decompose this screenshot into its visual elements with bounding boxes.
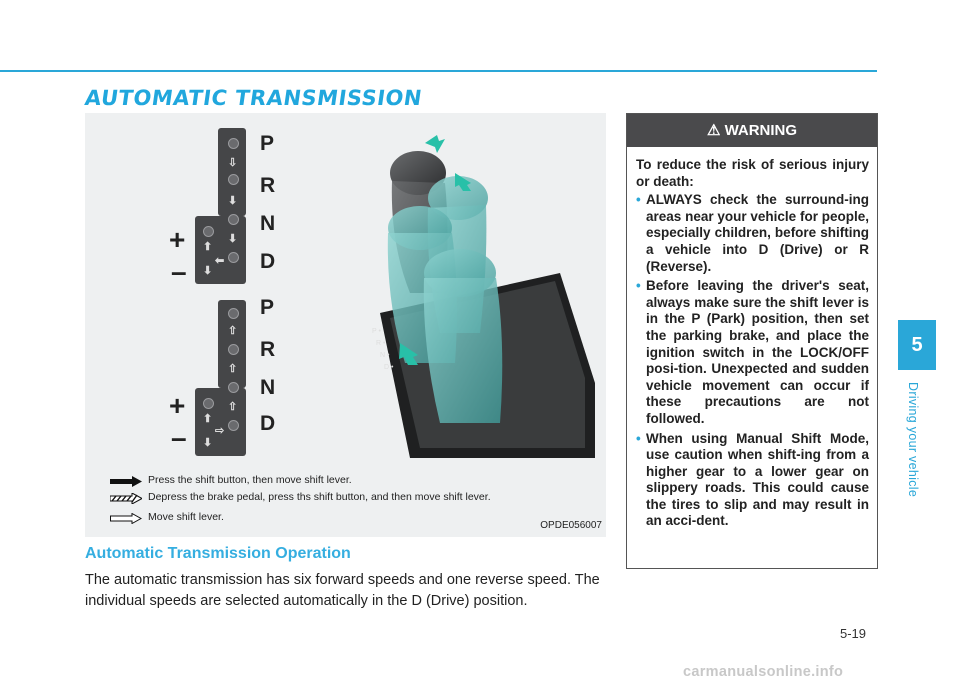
warning-header-label: WARNING	[724, 122, 798, 139]
warning-item: • When using Manual Shift Mode, use caution when shift-ing from a higher gear to a lower gear on slippery roads. This could cause the tires to slip and may result in an acci-dent.	[636, 430, 869, 529]
warning-triangle-icon: ⚠	[706, 122, 721, 139]
arrow-down-icon: ⬇	[228, 195, 238, 207]
gate-dot	[203, 398, 214, 409]
arrow-down-icon: ⬇	[228, 233, 238, 245]
shift-pattern-figure	[85, 113, 606, 537]
gear-label-p: P	[260, 132, 275, 155]
gate-dot	[228, 252, 239, 263]
arrow-right-icon: ⇨	[215, 425, 225, 437]
gate-dot	[228, 214, 239, 225]
warning-body	[627, 147, 877, 530]
gear-label-r: R	[260, 338, 276, 361]
warning-header	[627, 114, 877, 147]
arrow-left-icon: ⬅	[215, 255, 225, 267]
page-title: AUTOMATIC TRANSMISSION	[83, 86, 424, 110]
body-paragraph: The automatic transmission has six forward speeds and one reverse speed. The individual speeds are selected automatically in the D (Drive) position.	[85, 572, 600, 609]
gear-label-r: R	[260, 174, 276, 197]
gate-dot	[228, 308, 239, 319]
gear-label-n: N	[260, 212, 276, 235]
gear-label-n: N	[260, 376, 276, 399]
manual-minus-label: –	[171, 256, 187, 287]
svg-text:D •: D •	[384, 364, 394, 371]
gear-label-p: P	[260, 296, 275, 319]
legend-text: Move shift lever.	[148, 511, 224, 523]
gate-dot	[228, 174, 239, 185]
gate-dot	[228, 344, 239, 355]
arrow-up-icon: ⇧	[228, 363, 238, 375]
arrow-up-icon: ⬆	[203, 413, 213, 425]
bullet-icon: •	[636, 430, 641, 446]
arrow-up-icon: ⇧	[228, 401, 238, 413]
arrow-down-icon: ⬇	[203, 265, 213, 277]
manual-plus-label: +	[169, 224, 186, 255]
svg-text:N •: N •	[380, 352, 390, 359]
gate-dot	[228, 420, 239, 431]
gate-dot	[203, 226, 214, 237]
warning-box	[626, 113, 878, 569]
arrow-up-icon: ⬆	[203, 241, 213, 253]
warning-list	[636, 192, 869, 530]
hatched-arrow-icon	[110, 493, 142, 504]
bullet-icon: •	[636, 192, 641, 208]
warning-intro: To reduce the risk of serious injury or death:	[636, 157, 869, 189]
watermark[interactable]: carmanualsonline.info	[683, 664, 844, 680]
bullet-icon: •	[636, 278, 641, 294]
arrow-down-icon: ⇩	[228, 157, 238, 169]
chapter-title: Driving your vehicle	[906, 382, 920, 498]
warning-item: • Before leaving the driver's seat, always make sure the shift lever is in the P (Park) position, then set the parking brake, and place the ignition switch in the LOCK/OFF posi-tion. Unexpected and sudden vehicle movement can occur if these precautions are not followed.	[636, 278, 869, 426]
shift-pattern-diagram	[155, 118, 276, 458]
manual-plus-label: +	[169, 390, 186, 421]
section-heading: Automatic Transmission Operation	[85, 545, 351, 562]
svg-text:R •: R •	[376, 340, 386, 347]
figure-code: OPDE056007	[540, 520, 602, 531]
manual-minus-label: –	[171, 422, 187, 453]
arrow-down-icon: ⬇	[203, 437, 213, 449]
shift-lever-illustration	[350, 133, 595, 463]
warning-item: • ALWAYS check the surround-ing areas near your vehicle for people, especially children, before shifting a vehicle into D (Drive) or R (Reverse).	[636, 192, 869, 274]
page-number: 5-19	[840, 626, 867, 641]
chapter-tab: 5	[898, 320, 936, 370]
gear-label-d: D	[260, 250, 276, 273]
gate-dot	[228, 382, 239, 393]
svg-text:P •: P •	[372, 328, 381, 335]
gear-label-d: D	[260, 412, 276, 435]
legend-text: Press the shift button, then move shift lever.	[148, 474, 352, 486]
gate-dot	[228, 138, 239, 149]
legend-text: Depress the brake pedal, press ths shift button, and then move shift lever.	[148, 491, 491, 503]
solid-arrow-icon	[110, 476, 142, 487]
outline-arrow-icon	[110, 513, 142, 524]
header-rule	[0, 70, 877, 72]
arrow-up-icon: ⇧	[228, 325, 238, 337]
